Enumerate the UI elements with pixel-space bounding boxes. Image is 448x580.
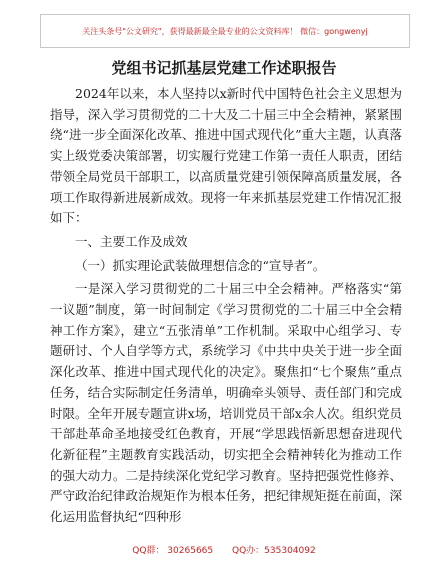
intro-paragraph: 2024年以来，本人坚持以x新时代中国特色社会主义思想为指导，深入学习贯彻党的二十大及二十届三中全会精神，紧紧围绕“进一步全面深化改革、推进中国式现代化”重大主题，认真落实上级党委决策部署，切实履行党建工作第一责任人职责，团结带领全局党员干部职工，以高质量党建引领保障高质量发展，各项工作取得新进展新成效。现将一年来抓基层党建工作情况汇报如下： [50, 86, 402, 226]
qq-contact: QQ办：535304092 [232, 546, 316, 556]
promo-banner-text: 关注头条号"公文研究"，获得最新最全最专业的公文资料库！ 微信：gongwenyj [82, 27, 368, 36]
body-paragraph: 一是深入学习贯彻党的二十届三中全会精神。严格落实“第一议题”制度，第一时间制定《学习贯彻党的二十届三中全会精神工作方案》，建立“五张清单”工作机制。采取中心组学习、专题研讨、个人自学等方式，系统学习《中共中央关于进一步全面深化改革、推进中国式现代化的决定》。聚焦扣“七个聚焦”重点任务，结合实际制定任务清单，明确牵头领导、责任部门和完成时限。全年开展专题宣讲x场，培训党员干部x余人次。组织党员干部赴革命圣地接受红色教育，开展“学思践悟新思想奋进现代化新征程”主题教育实践活动，切实把全会精神转化为推动工作的强大动力。二是持续深化党纪学习教育。坚持把强党性修养、严守政治纪律政治规矩作为根本任务，把纪律规矩挺在前面，深化运用监督执纪“四种形 [50, 281, 402, 525]
document-title: 党组书记抓基层党建工作述职报告 [111, 59, 337, 77]
contact-footer [0, 543, 448, 556]
subsection-heading: （一）抓实理论武装做理想信念的“宣导者”。 [75, 257, 326, 273]
document-body [50, 84, 402, 528]
qq-group: QQ群： 30265665 [132, 546, 214, 556]
section-heading: 一、主要工作及成效 [75, 233, 188, 249]
promo-banner [40, 14, 410, 48]
